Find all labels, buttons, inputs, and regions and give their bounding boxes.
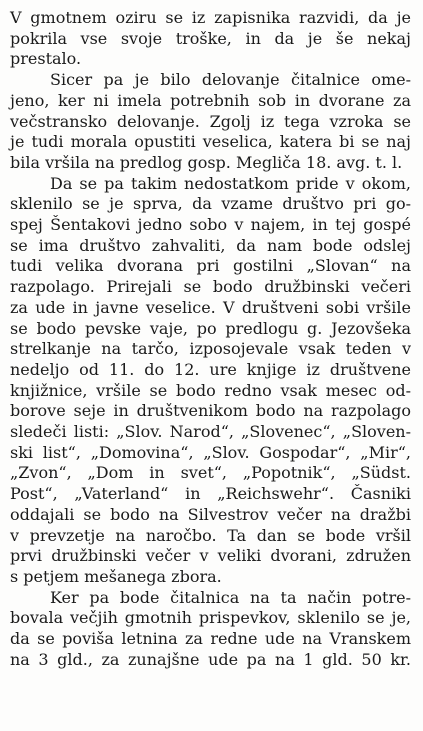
- text-line: V gmotnem oziru se iz zapisnika razvidi, da je: [10, 8, 411, 27]
- text-line: bila vršila na predlog gosp. Megliča 18. avg. t. l.: [10, 152, 403, 172]
- text-line: Ker pa bode čitalnica na ta način potre-: [50, 587, 411, 607]
- text-line: spej Šentakovi jedno sobo v najem, in tej gospé: [10, 215, 411, 235]
- paragraph-financial-status: [10, 8, 411, 70]
- text-line: jeno, ker ni imela potrebnih sob in dvorane za: [10, 90, 411, 110]
- text-line: s petjem mešanega zbora.: [10, 566, 222, 586]
- text-line: strelkanje na tarčo, izposojevale vsak teden v: [10, 339, 411, 359]
- text-line: bovala večjih gmotnih prispevkov, sklenilo se je,: [10, 608, 411, 628]
- paragraph-membership-fee: [10, 588, 411, 671]
- text-line: prvi družbinski večer v veliki dvorani, združen: [10, 546, 411, 566]
- paragraph-limited-activity: [10, 70, 411, 174]
- text-line: knjižnice, vršile se bodo redno vsak mesec od-: [10, 380, 411, 400]
- text-line: borove seje in društvenikom bodo na razpolago: [10, 401, 411, 421]
- text-line: Da se pa takim nedostatkom pride v okom,: [50, 173, 411, 193]
- text-line: tudi velika dvorana pri gostilni „Slovan“ na: [10, 256, 411, 276]
- text-line: za ude in javne veselice. V društveni sobi vršile: [10, 297, 411, 317]
- text-line: pokrila vse svoje troške, in da je še nekaj: [10, 28, 411, 48]
- text-line: nedeljo od 11. do 12. ure knjige iz društvene: [10, 359, 411, 379]
- text-line: ski list“, „Domovina“, „Slov. Gospodar“, „Mir“,: [10, 442, 411, 462]
- text-line: Post“, „Vaterland“ in „Reichswehr“. Časniki: [10, 484, 411, 504]
- text-line: v prevzetje na naročbo. Ta dan se bode vršil: [10, 525, 411, 545]
- text-line: Sicer pa je bilo delovanje čitalnice ome-: [50, 70, 411, 90]
- text-line: se bodo pevske vaje, po predlogu g. Jezovšeka: [10, 318, 411, 338]
- paragraph-new-rooms-and-events: [10, 174, 411, 588]
- text-line: prestalo.: [10, 49, 82, 69]
- text-line: je tudi morala opustiti veselica, katera bi se naj: [10, 132, 411, 152]
- text-line: da se poviša letnina za redne ude na Vranskem: [10, 629, 411, 649]
- text-line: večstransko delovanje. Zgolj iz tega vzroka se: [10, 111, 411, 131]
- text-line: se ima društvo zahvaliti, da nam bode odslej: [10, 235, 411, 255]
- text-line: sledeči listi: „Slov. Narod“, „Slovenec“, „Sloven-: [10, 422, 411, 442]
- text-line: na 3 gld., za zunajšne ude pa na 1 gld. 50 kr.: [10, 649, 411, 669]
- text-line: sklenilo se je sprva, da vzame društvo pri go-: [10, 194, 411, 214]
- text-line: razpolago. Prirejali se bodo družbinski večeri: [10, 277, 411, 297]
- text-line: oddajali se bodo na Silvestrov večer na dražbi: [10, 504, 411, 524]
- text-line: „Zvon“, „Dom in svet“, „Popotnik“, „Südst.: [10, 463, 411, 483]
